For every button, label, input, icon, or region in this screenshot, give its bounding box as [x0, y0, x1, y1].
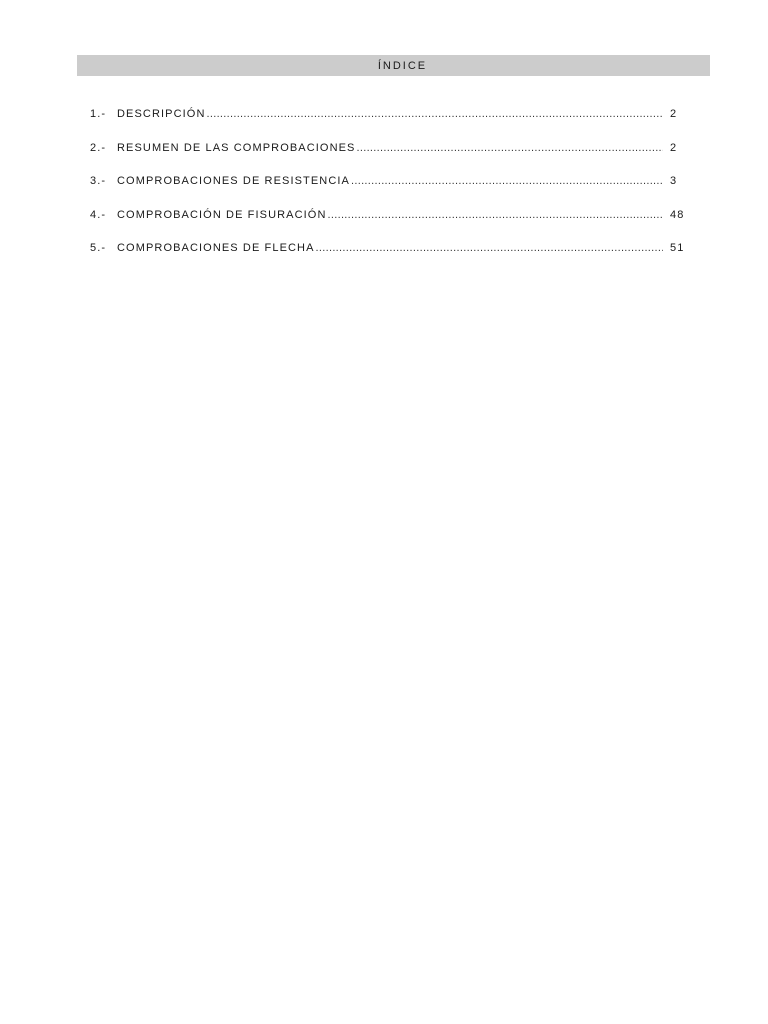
toc-entry-page: 2 — [670, 141, 678, 154]
index-heading: ÍNDICE — [377, 59, 428, 72]
toc-dot-leader — [328, 209, 663, 221]
toc-entry-resistance[interactable] — [90, 175, 692, 209]
toc-entry-number: 1.- — [90, 108, 107, 120]
toc-entry-page: 3 — [670, 175, 678, 187]
toc-entry-number: 2.- — [90, 141, 107, 154]
toc-entry-summary[interactable] — [90, 142, 692, 176]
toc-entry-deflection[interactable] — [90, 242, 692, 276]
toc-entry-number: 4.- — [90, 208, 107, 221]
toc-entry-cracking[interactable] — [90, 209, 692, 243]
toc-entry-page: 2 — [670, 108, 678, 120]
toc-dot-leader — [351, 175, 663, 187]
toc-entry-title: COMPROBACIONES DE FLECHA — [117, 242, 315, 254]
toc-entry-number: 3.- — [90, 175, 107, 187]
toc-entry-title: DESCRIPCIÓN — [117, 108, 206, 120]
toc-entry-number: 5.- — [90, 242, 107, 254]
toc-dot-leader — [357, 142, 664, 154]
toc-entry-description[interactable] — [90, 108, 692, 142]
toc-dot-leader — [316, 242, 663, 254]
toc-entry-page: 48 — [670, 208, 685, 221]
table-of-contents — [90, 108, 692, 276]
toc-entry-page: 51 — [670, 242, 685, 254]
toc-entry-title: COMPROBACIÓN DE FISURACIÓN — [117, 208, 327, 221]
toc-entry-title: RESUMEN DE LAS COMPROBACIONES — [117, 141, 356, 154]
index-heading-band — [77, 55, 710, 76]
toc-dot-leader — [207, 108, 664, 120]
toc-entry-title: COMPROBACIONES DE RESISTENCIA — [117, 175, 350, 187]
